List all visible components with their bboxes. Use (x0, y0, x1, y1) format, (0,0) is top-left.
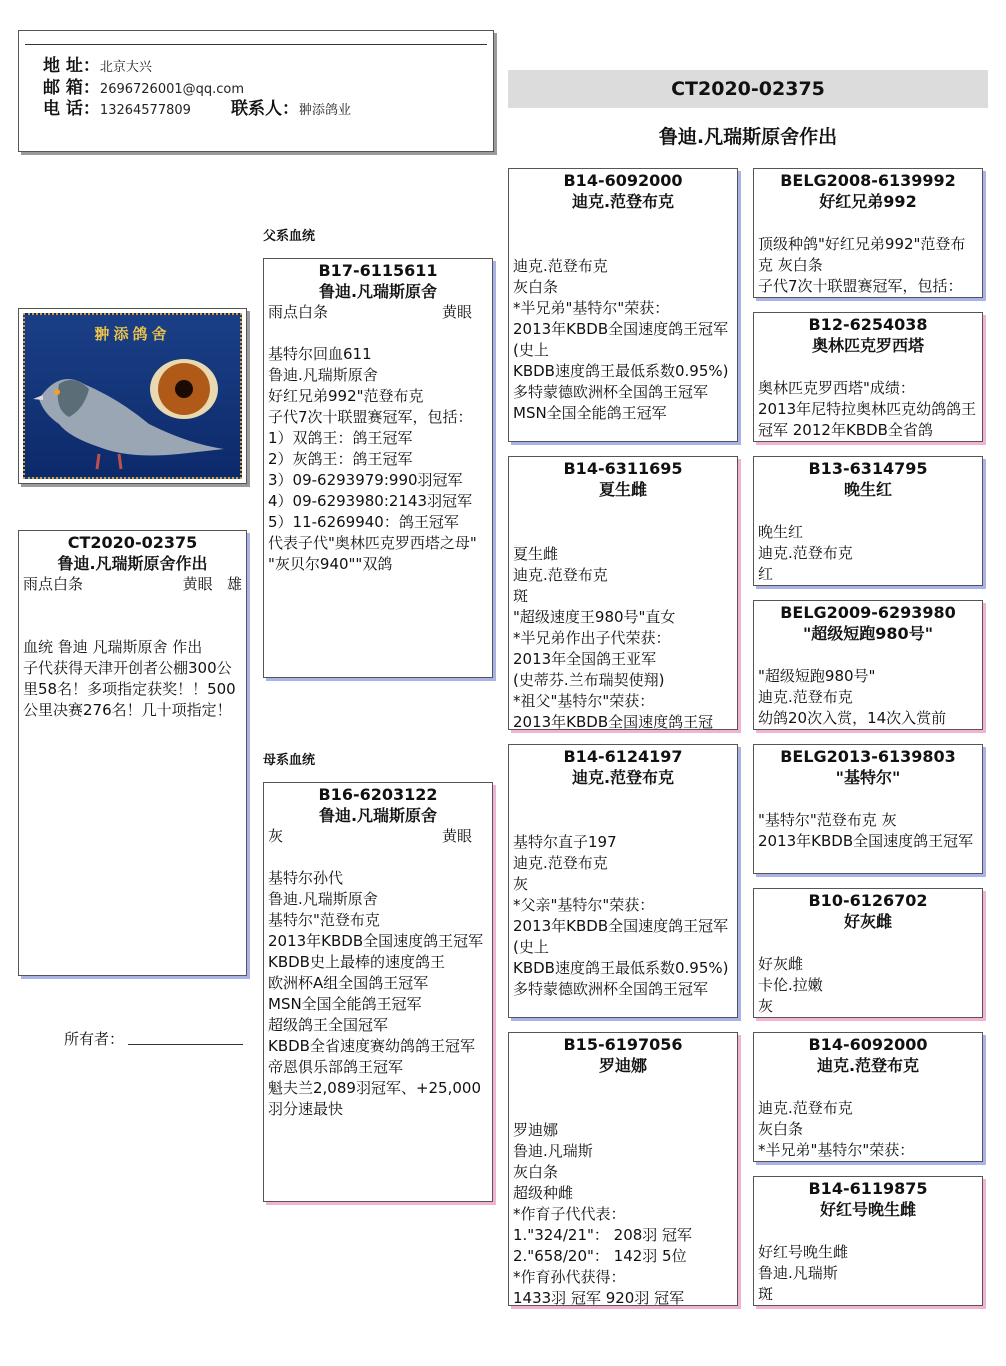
pedigree-note: *作育孙代获得： (513, 1268, 626, 1286)
photo-banner: 翀添鸽舍 (94, 325, 171, 343)
dam-name: 鲁迪.凡瑞斯原舍 (318, 806, 438, 825)
contact-box (18, 30, 494, 152)
pedigree-note: 灰白条 (513, 1163, 559, 1181)
great-grandparent-card (753, 1176, 983, 1306)
pedigree-note: 迪克.范登布克 (513, 257, 608, 275)
dam-card (263, 782, 493, 1202)
subject-name: 鲁迪.凡瑞斯原舍作出 (57, 554, 208, 573)
contact-label: 联系人： (231, 99, 299, 119)
pedigree-note: "基特尔"范登布克 灰 (758, 811, 897, 829)
subject-eye: 黄眼 (182, 575, 213, 593)
pedigree-note: 红 (758, 565, 774, 583)
pedigree-note: 超级种雌 (513, 1184, 574, 1202)
pedigree-note: 2013年KBDB全国速度鸽王冠军 (268, 932, 484, 950)
pedigree-note: KBDB速度鸽王最低系数0.95%) (513, 362, 729, 380)
bird-name: 好红号晚生雌 (819, 1200, 916, 1219)
address-row (43, 55, 152, 79)
sire-section-label: 父系血统 (263, 229, 316, 244)
pedigree-note: 鲁迪.凡瑞斯 (758, 1264, 838, 1282)
pedigree-note: 鲁迪.凡瑞斯原舍 (268, 366, 378, 384)
pedigree-note: 基特尔孙代 (268, 869, 344, 887)
pedigree-note: 帝恩俱乐部鸽王冠军 (268, 1058, 404, 1076)
pedigree-note: 迪克.范登布克 (758, 1099, 853, 1117)
pedigree-note: 好红兄弟992"范登布克 (268, 387, 424, 405)
pedigree-note: 2）灰鸽王：鸽王冠军 (268, 450, 413, 468)
pedigree-note: 鲁迪.凡瑞斯 (513, 1142, 593, 1160)
dam-notes (264, 868, 492, 1120)
header-ring-bar (508, 70, 988, 108)
bird-name: 罗迪娜 (598, 1056, 647, 1075)
sire-name: 鲁迪.凡瑞斯原舍 (318, 282, 438, 301)
pedigree-note: 超级鸽王全国冠军 (268, 1016, 389, 1034)
pedigree-note: 子代7次十联盟赛冠军，包括： (268, 408, 473, 426)
pedigree-note: 2013年KBDB全国速度鸽王冠军(史上 (513, 917, 729, 956)
bird-name: 晚生红 (843, 480, 892, 499)
ring-number: B14-6092000 (563, 171, 683, 190)
dam-ring: B16-6203122 (318, 785, 438, 804)
pedigree-note: *祖父"基特尔"荣获： (513, 692, 655, 710)
pedigree-note: 1433羽 冠军 920羽 冠军 (513, 1289, 685, 1306)
grandparent-card (508, 456, 738, 730)
dam-color: 灰 (268, 827, 284, 845)
pedigree-note: 灰白条 (758, 1120, 804, 1138)
header-title: 鲁迪.凡瑞斯原舍作出 (658, 126, 838, 148)
pedigree-note: "超级速度王980号"直女 (513, 608, 676, 626)
pedigree-note: 魁夫兰2,089羽冠军、+25,000羽分速最快 (268, 1079, 481, 1118)
pedigree-note: *作育子代代表： (513, 1205, 626, 1223)
pedigree-note: (史蒂芬.兰布瑞契使翔) (513, 671, 665, 689)
pedigree-note: 子代7次十联盟赛冠军，包括： (758, 277, 963, 295)
pedigree-note: *半兄弟"基特尔"荣获： (758, 1141, 915, 1159)
pedigree-note: 代表子代"奥林匹克罗西塔之母" (268, 534, 477, 552)
pedigree-note: KBDB全省速度赛幼鸽鸽王冠军 (268, 1037, 475, 1055)
pedigree-note: 2."658/20"： 142羽 5位 (513, 1247, 687, 1265)
pedigree-note: 5）11-6269940：鸽王冠军 (268, 513, 459, 531)
great-grandparent-card (753, 1032, 983, 1162)
pedigree-note: *半兄弟作出子代荣获： (513, 629, 671, 647)
bird-name: 迪克.范登布克 (816, 1056, 920, 1075)
pedigree-note: KBDB速度鸽王最低系数0.95%) (513, 959, 729, 977)
bird-name: "基特尔" (835, 768, 901, 787)
ring-number: B14-6092000 (808, 1035, 928, 1054)
great-grandparent-card (753, 600, 983, 730)
pedigree-note: 斑 (758, 1285, 774, 1303)
pedigree-note: *半兄弟"基特尔"荣获： (513, 299, 670, 317)
pedigree-note: 1）双鸽王：鸽王冠军 (268, 429, 413, 447)
sire-notes (264, 344, 492, 575)
ring-number: BELG2009-6293980 (780, 603, 956, 622)
sire-eye: 黄眼 (441, 303, 472, 321)
great-grandparent-card (753, 744, 983, 874)
phone-value: 13264577809 (99, 103, 191, 118)
contact-value: 翀添鸽业 (299, 103, 352, 118)
pedigree-note: "灰贝尔940""双鸽 (268, 555, 393, 573)
bird-name: 好灰雌 (843, 912, 892, 931)
ring-number: B14-6311695 (563, 459, 683, 478)
owner-label: 所有者： (64, 1030, 125, 1048)
pedigree-note: 鲁迪.凡瑞斯原舍 (268, 890, 378, 908)
pedigree-note: KBDB史上最棒的速度鸽王 (268, 953, 445, 971)
pedigree-note: 2013年KBDB全国速度鸽王冠军 (758, 832, 974, 850)
pedigree-note: 顶级种鸽"好红兄弟992"范登布克 灰白条 (758, 235, 966, 274)
pedigree-note: *父亲"基特尔"荣获： (513, 896, 655, 914)
pedigree-note: 迪克.范登布克 (758, 688, 853, 706)
ring-number: B13-6314795 (808, 459, 928, 478)
ring-number: BELG2013-6139803 (780, 747, 956, 766)
ring-number: B15-6197056 (563, 1035, 683, 1054)
pedigree-note: 2013年KBDB全国速度鸽王冠 (513, 713, 714, 730)
pedigree-note: 基特尔直子197 (513, 833, 617, 851)
pedigree-note: 灰白条 (513, 278, 559, 296)
pedigree-note: 迪克.范登布克 (758, 544, 853, 562)
pedigree-note: 夏生雌 (513, 545, 559, 563)
pedigree-note: MSN全国全能鸽王冠军 (268, 995, 422, 1013)
pedigree-note: 罗迪娜 (513, 1121, 559, 1139)
pedigree-note: 斑 (513, 587, 529, 605)
phone-label: 电 话： (43, 99, 100, 119)
pedigree-note: 多特蒙德欧洲杯全国鸽王冠军 (513, 383, 709, 401)
great-grandparent-card (753, 168, 983, 298)
contact-row (231, 98, 351, 122)
bird-name: 迪克.范登布克 (571, 768, 675, 787)
pedigree-note: 迪克.范登布克 (513, 854, 608, 872)
bird-name: 好红兄弟992 (819, 192, 917, 211)
subject-ring: CT2020-02375 (67, 533, 198, 552)
pedigree-note: 幼鸽20次入赏，14次入赏前 (758, 709, 947, 727)
pedigree-note: 1."324/21"： 208羽 冠军 (513, 1226, 693, 1244)
great-grandparent-card (753, 888, 983, 1018)
pedigree-note: 好红号晚生雌 (758, 1243, 849, 1261)
subject-color-row (19, 574, 246, 595)
pedigree-note: "超级短跑980号" (758, 667, 876, 685)
ring-number: B14-6124197 (563, 747, 683, 766)
subject-card (18, 530, 247, 976)
subject-note: 血统 鲁迪 凡瑞斯原舍 作出 (23, 638, 203, 656)
ring-number: B12-6254038 (808, 315, 928, 334)
phone-row (43, 98, 191, 122)
great-grandparent-card (753, 312, 983, 442)
pedigree-note: 3）09-6293979:990羽冠军 (268, 471, 463, 489)
pedigree-note: 2013年尼特拉奥林匹克幼鸽鸽王冠军 2012年KBDB全省鸽 (758, 400, 977, 439)
great-grandparent-card (753, 456, 983, 586)
pedigree-note: 2013年KBDB全国速度鸽王冠军(史上 (513, 320, 729, 359)
sire-card (263, 258, 493, 678)
pedigree-note: 灰 (758, 997, 774, 1015)
ring-number: B14-6119875 (808, 1179, 928, 1198)
owner-signature-line[interactable] (128, 1044, 243, 1045)
address-label: 地 址： (43, 56, 100, 76)
subject-sex: 雄 (226, 575, 242, 593)
pedigree-note: 4）09-6293980:2143羽冠军 (268, 492, 473, 510)
pedigree-note: 迪克.范登布克 (513, 566, 608, 584)
pedigree-note: 多特蒙德欧洲杯全国鸽王冠军 (513, 980, 709, 998)
header-ring: CT2020-02375 (671, 78, 825, 100)
pedigree-note: 卡伦.拉嫩 (758, 976, 823, 994)
bird-name: 夏生雌 (598, 480, 647, 499)
ring-number: BELG2008-6139992 (780, 171, 956, 190)
pedigree-note: 基特尔回血611 (268, 345, 372, 363)
email-label: 邮 箱： (43, 78, 100, 98)
pedigree-note: MSN全国全能鸽王冠军 (513, 404, 667, 422)
dam-color-row (264, 826, 492, 847)
bird-name: 迪克.范登布克 (571, 192, 675, 211)
email-value: 2696726001@qq.com (99, 82, 245, 97)
dam-section-label: 母系血统 (263, 753, 316, 768)
dam-eye: 黄眼 (441, 827, 472, 845)
grandparent-card (508, 1032, 738, 1306)
pedigree-note: 奥林匹克罗西塔"成绩： (758, 379, 915, 397)
ring-number: B10-6126702 (808, 891, 928, 910)
contact-top-rule (25, 44, 487, 45)
grandparent-card (508, 168, 738, 442)
bird-name: "超级短跑980号" (802, 624, 934, 643)
pigeon-photo (18, 308, 247, 484)
pedigree-note: 灰 (513, 875, 529, 893)
pedigree-note: 好灰雌 (758, 955, 804, 973)
address-value: 北京大兴 (99, 60, 152, 75)
pigeon-icon (29, 329, 239, 479)
subject-color: 雨点白条 (23, 575, 84, 593)
subject-note: 子代获得天津开创者公棚300公里58名！多项指定获奖！！500公里决赛276名！几十项指定！ (23, 659, 236, 719)
sire-color-row (264, 302, 492, 323)
grandparent-card (508, 744, 738, 1018)
sire-color: 雨点白条 (268, 303, 329, 321)
pedigree-note: 晚生红 (758, 523, 804, 541)
bird-name: 奥林匹克罗西塔 (811, 336, 924, 355)
pedigree-note: 基特尔"范登布克 (268, 911, 380, 929)
pedigree-note: 2013年全国鸽王亚军 (513, 650, 657, 668)
pedigree-note: 欧洲杯A组全国鸽王冠军 (268, 974, 429, 992)
sire-ring: B17-6115611 (318, 261, 438, 280)
